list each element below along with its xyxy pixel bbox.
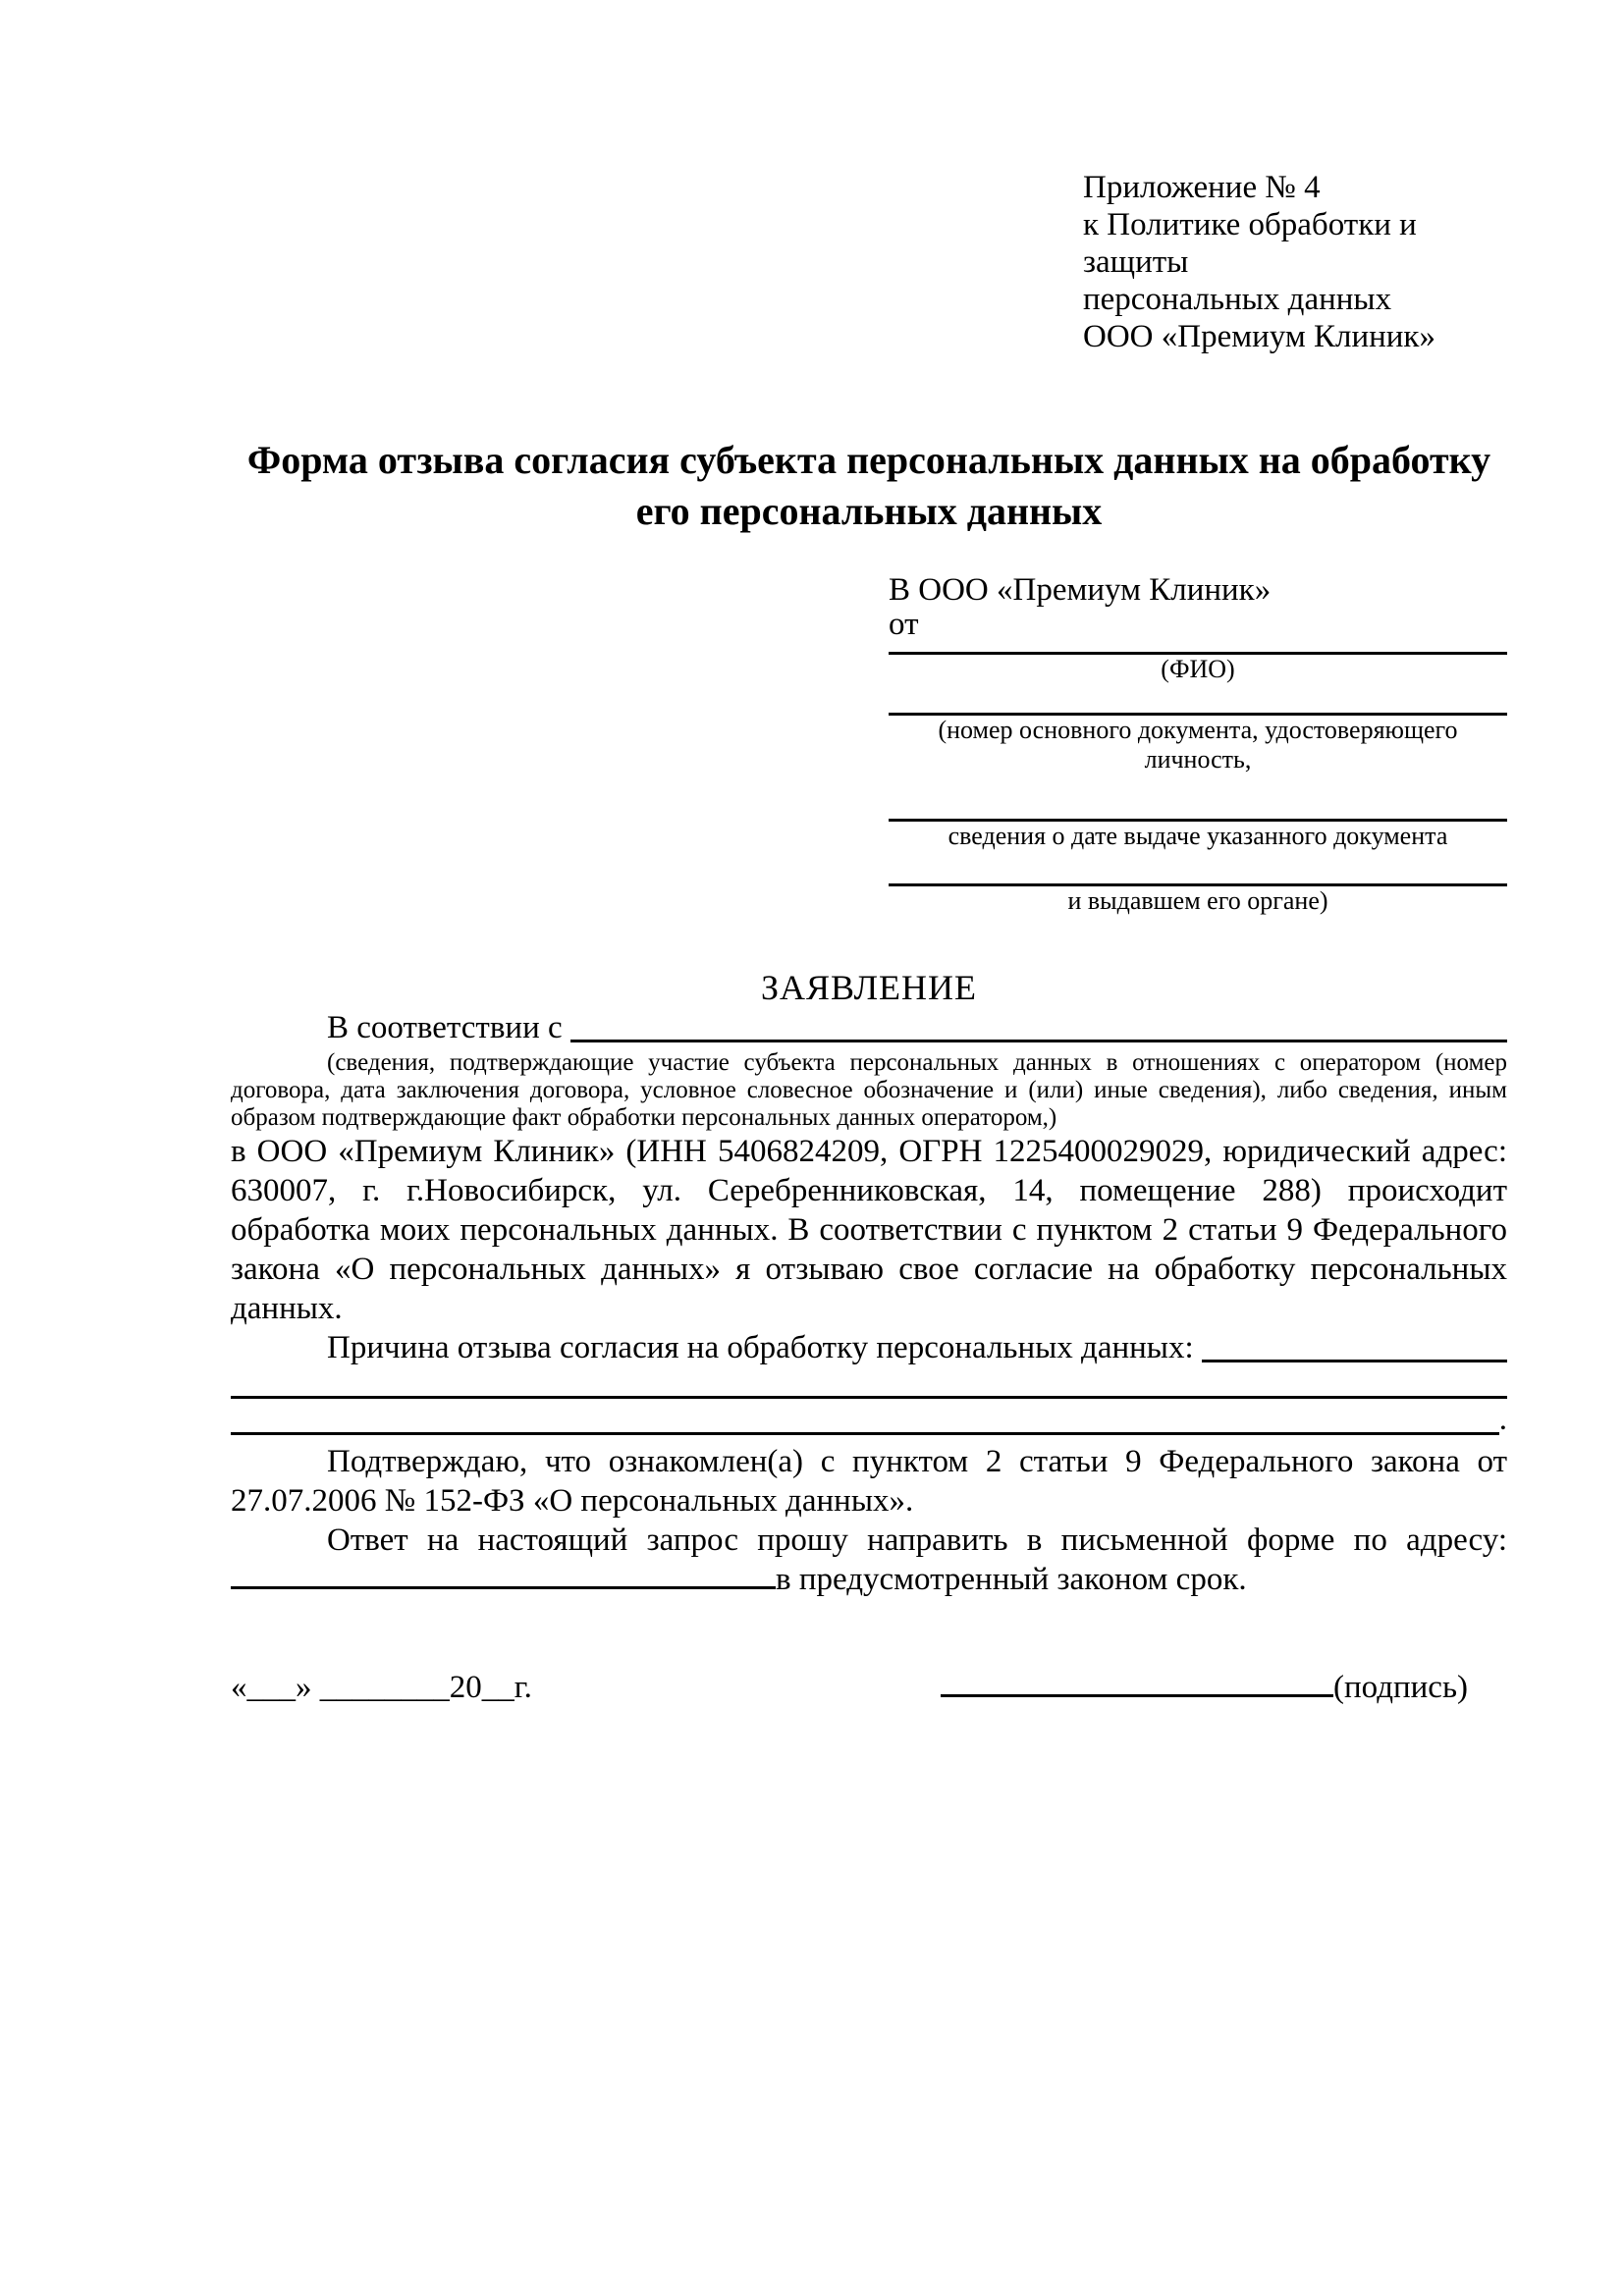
fio-blank-line xyxy=(889,639,1507,655)
intro-blank-line xyxy=(570,1008,1507,1042)
appendix-line: ООО «Премиум Клиник» xyxy=(1083,319,1435,354)
intro-prefix: В соответствии с xyxy=(327,1010,563,1045)
reply-text: Ответ на настоящий запрос прошу направить в письменной форме по адресу: xyxy=(327,1522,1507,1558)
date-signature-row xyxy=(231,1668,1507,1707)
issue-date-blank-line xyxy=(889,774,1507,822)
signature-field xyxy=(939,1668,1468,1707)
addressee-block xyxy=(889,570,1507,916)
reply-address-blank-line xyxy=(231,1586,776,1589)
addressee-from-label: от xyxy=(889,607,919,642)
document-number-caption: (номер основного документа, удостоверяющего личность, xyxy=(938,716,1458,774)
reason-blank-line xyxy=(1202,1328,1507,1362)
issue-date-caption: сведения о дате выдаче указанного документа xyxy=(947,822,1448,850)
statement-heading: ЗАЯВЛЕНИЕ xyxy=(760,968,978,1007)
blank-line xyxy=(231,1432,1499,1435)
appendix-line: к Политике обработки и защиты xyxy=(1083,207,1417,280)
intro-line xyxy=(231,1008,1507,1047)
blank-line-with-period xyxy=(231,1399,1507,1440)
appendix-header xyxy=(1083,169,1507,355)
small-print-note: (сведения, подтверждающие участие субъекта персональных данных в отношениях с оператором (номер договора, дата заключения договора, условное словесное обозначение и (или) иные сведения), либо сведения, иным образом подтверждающие факт обработки персональных данных оператором,) xyxy=(231,1049,1507,1131)
reason-label: Причина отзыва согласия на обработку персональных данных: xyxy=(327,1330,1194,1365)
addressee-to: В ООО «Премиум Клиник» xyxy=(889,572,1272,608)
appendix-line: персональных данных xyxy=(1083,282,1392,317)
document-number-blank-line xyxy=(889,684,1507,716)
fio-caption: (ФИО) xyxy=(1161,655,1235,683)
period: . xyxy=(1498,1402,1507,1437)
reason-line xyxy=(231,1328,1507,1367)
signature-blank-line xyxy=(941,1694,1333,1697)
reply-suffix: в предусмотренный законом срок. xyxy=(776,1562,1247,1597)
signature-caption: (подпись) xyxy=(1333,1670,1468,1705)
form-title: Форма отзыва согласия субъекта персональных данных на обработку его персональных данных xyxy=(246,438,1491,533)
confirmation-paragraph: Подтверждаю, что ознакомлен(а) с пунктом 2 статьи 9 Федерального закона от 27.07.2006 № 152-ФЗ «О персональных данных». xyxy=(231,1444,1507,1519)
body-paragraph: в ООО «Премиум Клиник» (ИНН 5406824209, ОГРН 1225400029029, юридический адрес: 630007, г. г.Новосибирск, ул. Серебренниковская, 14, помещение 288) происходит обработка моих персональных данных. В соответствии с пунктом 2 статьи 9 Федерального закона «О персональных данных» я отзываю свое согласие на обработку персональных данных. xyxy=(231,1134,1507,1326)
appendix-line: Приложение № 4 xyxy=(1083,170,1321,205)
issuing-authority-caption: и выдавшем его органе) xyxy=(1067,886,1328,915)
blank-line xyxy=(231,1367,1507,1399)
reply-paragraph xyxy=(231,1521,1507,1599)
date-field: «___» ________20__г. xyxy=(231,1670,532,1705)
issuing-authority-blank-line xyxy=(889,851,1507,886)
